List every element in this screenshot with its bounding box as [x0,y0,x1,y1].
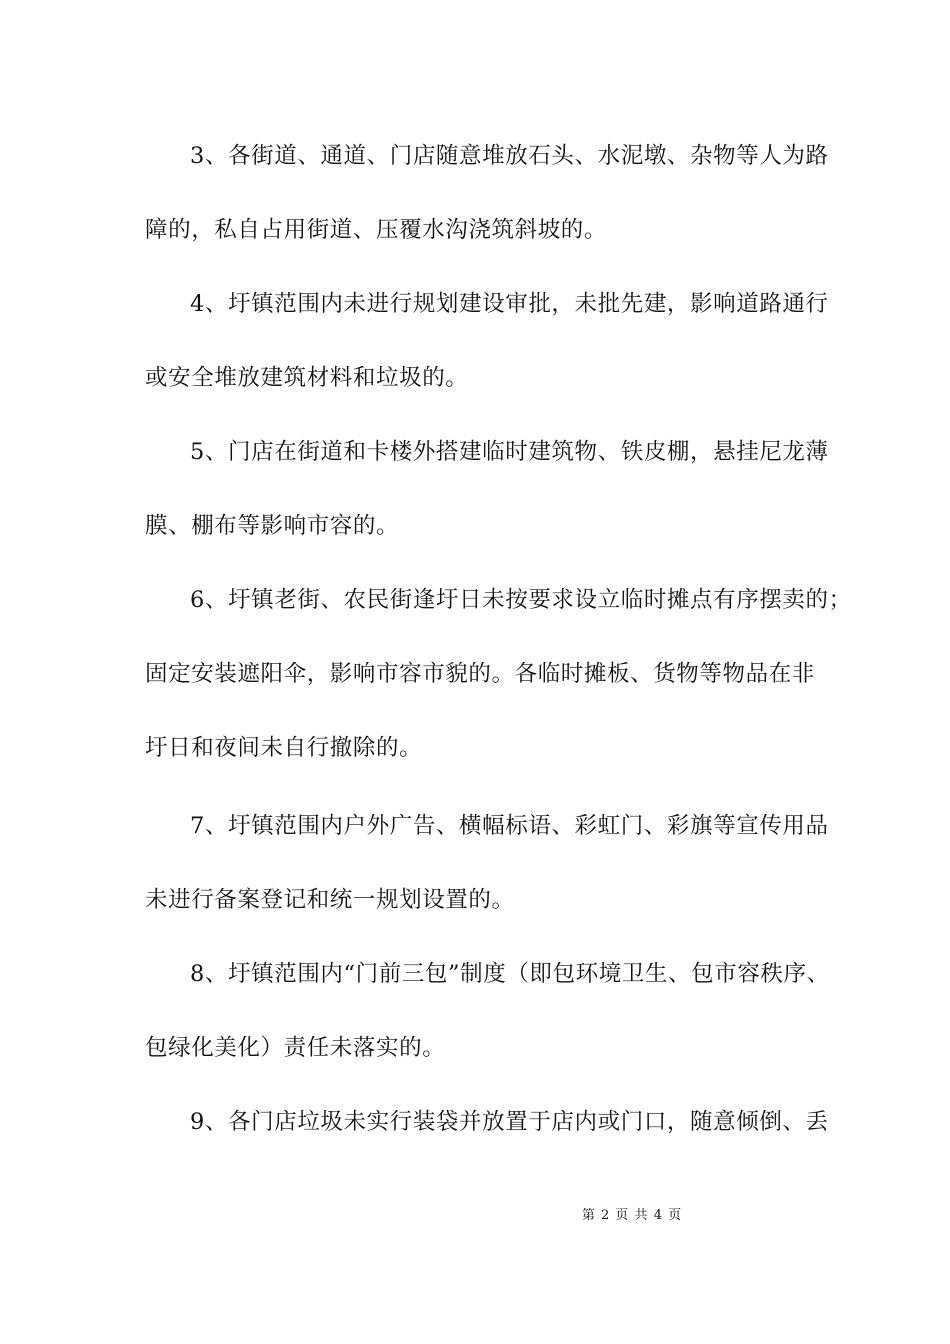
item-6-line-1: 6、圩镇老街、农民街逢圩日未按要求设立临时摊点有序摆卖的； [190,587,852,613]
page-footer [0,1207,950,1225]
item-4-line-1: 4、圩镇范围内未进行规划建设审批，未批先建，影响道路通行 [190,291,829,317]
item-4-line-2: 或安全堆放建筑材料和垃圾的。 [145,365,469,391]
item-5-line-2: 膜、棚布等影响市容的。 [145,513,400,539]
item-7-line-1: 7、圩镇范围内户外广告、横幅标语、彩虹门、彩旗等宣传用品 [190,813,829,839]
page-number-label: 第 2 页 共 4 页 [581,1208,683,1223]
item-8-line-2: 包绿化美化）责任未落实的。 [145,1035,446,1061]
item-6-line-3: 圩日和夜间未自行撤除的。 [145,735,423,761]
item-6-line-2: 固定安装遮阳伞，影响市容市貌的。各临时摊板、货物等物品在非 [145,661,815,687]
item-9-line-1: 9、各门店垃圾未实行装袋并放置于店内或门口，随意倾倒、丢 [190,1109,829,1135]
item-5-line-1: 5、门店在街道和卡楼外搭建临时建筑物、铁皮棚，悬挂尼龙薄 [190,439,829,465]
item-8-line-1: 8、圩镇范围内“门前三包”制度（即包环境卫生、包市容秩序、 [190,961,830,987]
item-3-line-1: 3、各街道、通道、门店随意堆放石头、水泥墩、杂物等人为路 [190,143,829,169]
item-3-line-2: 障的，私自占用街道、压覆水沟浇筑斜坡的。 [145,217,608,243]
item-7-line-2: 未进行备案登记和统一规划设置的。 [145,887,515,913]
